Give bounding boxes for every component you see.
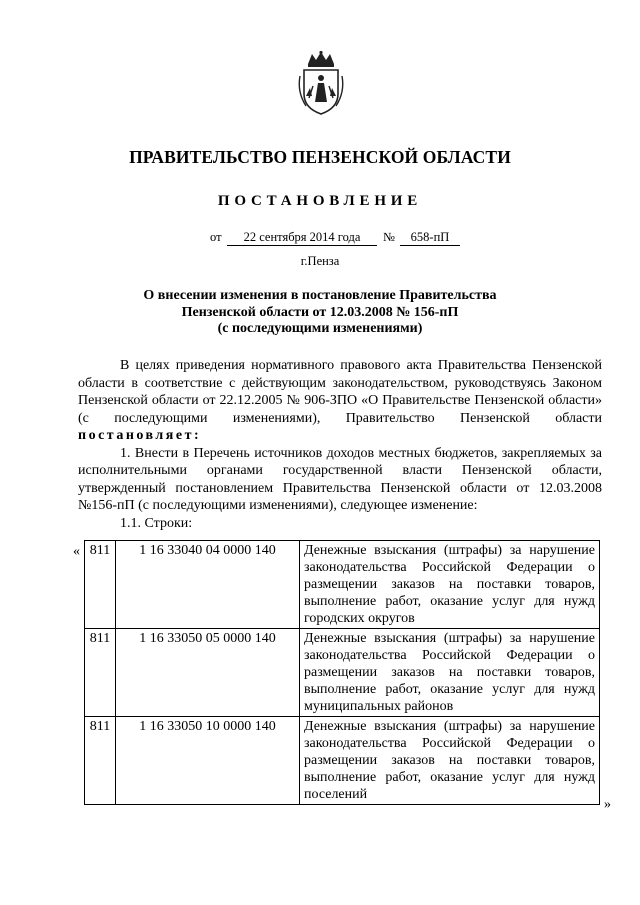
item-1-1-paragraph: 1.1. Строки: bbox=[120, 515, 193, 531]
table-row bbox=[85, 629, 600, 717]
row-1-code: 811 bbox=[85, 541, 116, 629]
closing-quote: » bbox=[604, 797, 611, 812]
document-number: 658-пП bbox=[400, 230, 460, 246]
preamble-text: В целях приведения нормативного правового акта Правительства Пензенской области в соответствие с действующим законодательством, руководствуясь Законом Пензенской области от 22.12.2005 № 906-ЗПО «О Правительстве Пензенской области» (с последующими изменениями), Правительство Пензенской области bbox=[78, 358, 602, 426]
document-subject bbox=[100, 288, 540, 338]
government-title: ПРАВИТЕЛЬСТВО ПЕНЗЕНСКОЙ ОБЛАСТИ bbox=[129, 147, 511, 167]
document-type: ПОСТАНОВЛЕНИЕ bbox=[217, 193, 423, 209]
table-row bbox=[85, 541, 600, 629]
preamble-paragraph bbox=[78, 357, 602, 445]
revenue-sources-table bbox=[84, 540, 600, 805]
row-2-description: Денежные взыскания (штрафы) за нарушение законодательства Российской Федерации о размещении заказов на поставки товаров, выполнение работ, оказание услуг для нужд муниципальных районов bbox=[300, 629, 600, 717]
table-row bbox=[85, 717, 600, 805]
row-1-kbk: 1 16 33040 04 0000 140 bbox=[116, 541, 300, 629]
opening-quote: « bbox=[73, 544, 80, 559]
subject-line-3: (с последующими изменениями) bbox=[217, 321, 423, 336]
row-1-description: Денежные взыскания (штрафы) за нарушение законодательства Российской Федерации о размещении заказов на поставки товаров, выполнение работ, оказание услуг для нужд городских округов bbox=[300, 541, 600, 629]
coat-of-arms-emblem-icon bbox=[296, 50, 346, 116]
row-3-description: Денежные взыскания (штрафы) за нарушение законодательства Российской Федерации о размещении заказов на поставки товаров, выполнение работ, оказание услуг для нужд поселений bbox=[300, 717, 600, 805]
document-body bbox=[78, 357, 602, 532]
row-2-code: 811 bbox=[85, 629, 116, 717]
number-sign: № bbox=[383, 230, 395, 244]
city: г.Пенза bbox=[300, 254, 340, 268]
row-3-code: 811 bbox=[85, 717, 116, 805]
date-prefix: от bbox=[210, 230, 222, 244]
subject-line-2: Пензенской области от 12.03.2008 № 156-пП bbox=[181, 304, 459, 320]
row-2-kbk: 1 16 33050 05 0000 140 bbox=[116, 629, 300, 717]
subject-line-1: О внесении изменения в постановление Правительства bbox=[143, 288, 497, 303]
document-date: 22 сентября 2014 года bbox=[227, 230, 377, 246]
date-number-line bbox=[200, 230, 470, 248]
item-1-paragraph: 1. Внести в Перечень источников доходов местных бюджетов, закрепляемых за исполнительными органами государственной власти Пензенской области, утвержденный постановлением Правительства Пензенской области от 12.03.2008 №156-пП (с последующими изменениями), следующее изменение: bbox=[78, 445, 602, 513]
resolves-word: постановляет: bbox=[78, 428, 202, 443]
row-3-kbk: 1 16 33050 10 0000 140 bbox=[116, 717, 300, 805]
